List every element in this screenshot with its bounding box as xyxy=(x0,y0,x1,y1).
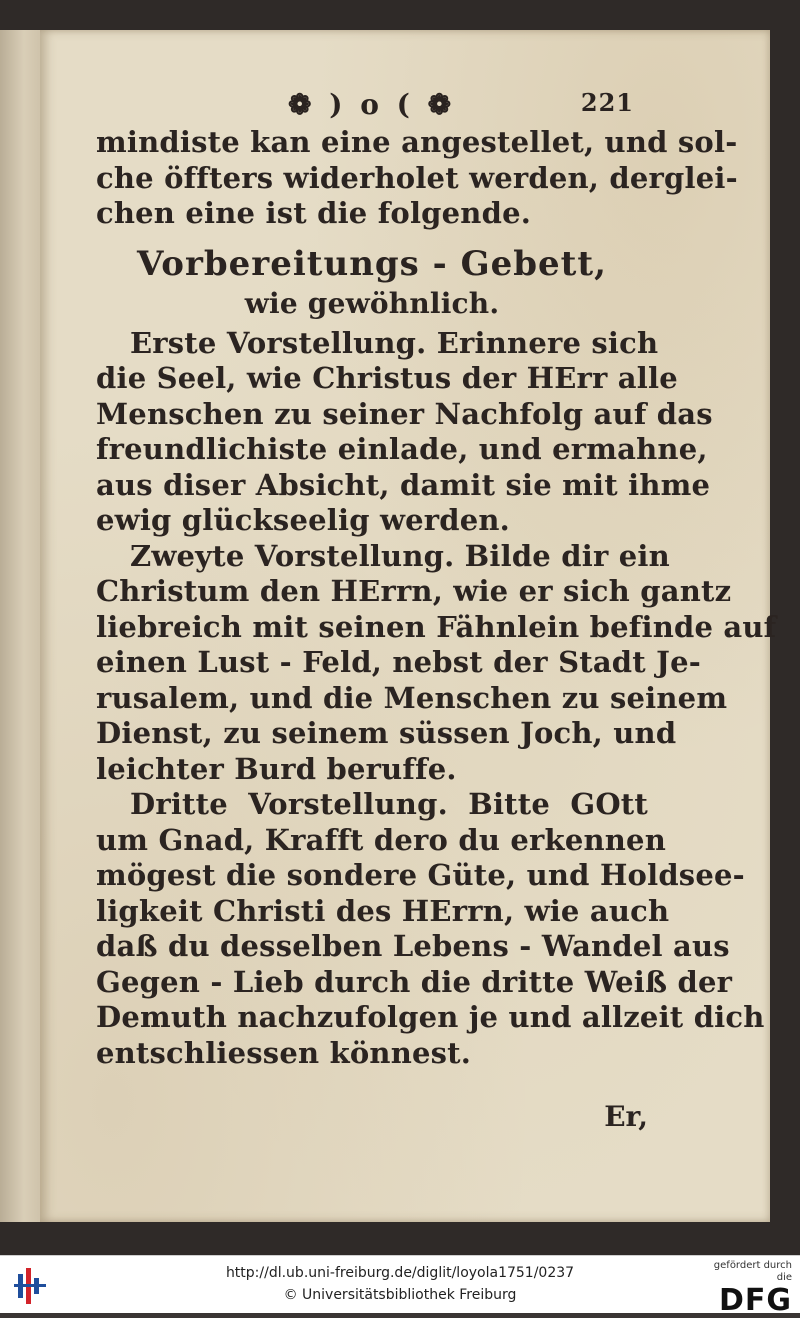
intro-paragraph xyxy=(96,125,738,232)
text-line: Christum den HErrn, wie er sich gantz xyxy=(96,574,732,608)
catchword: Er, xyxy=(604,1100,648,1133)
text-line: chen eine ist die folgende. xyxy=(96,196,532,230)
dfg-sponsor xyxy=(700,1260,792,1318)
viewer-footer xyxy=(0,1255,800,1318)
permalink-url[interactable]: http://dl.ub.uni-freiburg.de/diglit/loyola1751/0237 xyxy=(225,1265,575,1281)
third-prelude-paragraph xyxy=(96,787,765,1071)
text-line: die Seel, wie Christus der HErr alle xyxy=(96,361,678,395)
page-body xyxy=(96,125,777,1071)
text-line: leichter Burd beruffe. xyxy=(96,751,457,786)
facing-page-edge xyxy=(0,30,42,1222)
text-line: mindiste kan eine angestellet, und sol- xyxy=(96,125,738,159)
text-line: che öffters widerholet werden, derglei- xyxy=(96,160,738,195)
text-line: Dienst, zu seinem süssen Joch, und xyxy=(96,716,677,750)
book-page xyxy=(40,30,777,1222)
text-line: freundlichiste einlade, und ermahne, xyxy=(96,432,708,466)
text-line: Gegen - Lieb durch die dritte Weiß der xyxy=(96,964,733,999)
copyright-notice: © Universitätsbibliothek Freiburg xyxy=(283,1287,517,1303)
text-line: Erste Vorstellung. Erinnere sich xyxy=(130,325,659,360)
text-line: liebreich mit seinen Fähnlein befinde auf xyxy=(96,609,777,644)
section-subheading: wie gewöhnlich. xyxy=(244,286,500,320)
text-line: Demuth nachzufolgen je und allzeit dich xyxy=(96,1000,765,1034)
text-line: daß du desselben Lebens - Wandel aus xyxy=(96,929,730,963)
header-ornament: ❁ ) o ( ❁ xyxy=(288,88,456,121)
page-header xyxy=(40,82,770,122)
text-line: einen Lust - Feld, nebst der Stadt Je- xyxy=(96,645,701,679)
second-prelude-paragraph xyxy=(96,538,777,788)
first-prelude-paragraph xyxy=(96,325,713,539)
text-line: aus diser Absicht, damit sie mit ihme xyxy=(96,467,711,502)
text-line: ligkeit Christi des HErrn, wie auch xyxy=(96,893,670,928)
text-line: Dritte Vorstellung. Bitte GOtt xyxy=(130,787,648,821)
text-line: mögest die sondere Güte, und Holdsee- xyxy=(96,858,745,892)
text-line: ewig glückseelig werden. xyxy=(96,503,510,537)
text-line: Menschen zu seiner Nachfolg auf das xyxy=(96,396,713,431)
section-heading: Vorbereitungs - Gebett, xyxy=(137,243,607,284)
text-line: rusalem, und die Menschen zu seinem xyxy=(96,680,728,715)
text-line: entschliessen könnest. xyxy=(96,1035,472,1070)
dfg-logo[interactable]: DFG xyxy=(718,1283,792,1318)
text-line: Zweyte Vorstellung. Bilde dir ein xyxy=(130,538,670,573)
text-line: um Gnad, Krafft dero du erkennen xyxy=(96,822,666,857)
page-number: 221 xyxy=(580,88,634,117)
sponsor-note: gefördert durch die xyxy=(713,1260,792,1283)
